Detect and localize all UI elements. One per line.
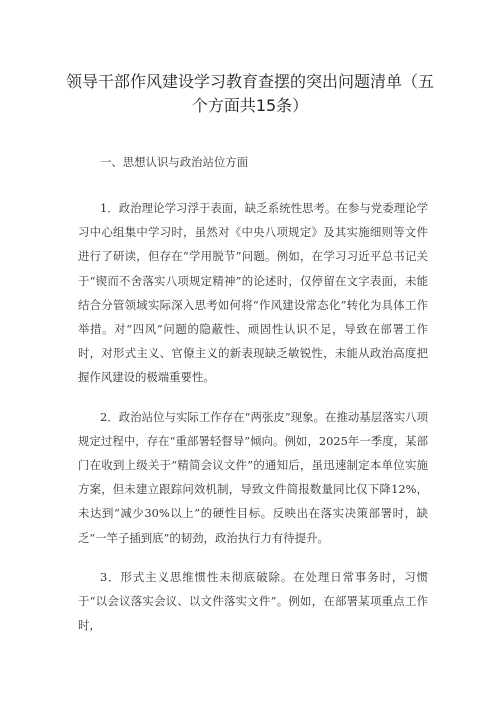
paragraph-3: 3．形式主义思维惯性未彻底破除。在处理日常事务时，习惯于“以会议落实会议、以文件落实文件”。例如，在部署某项重点工作时， (78, 569, 428, 633)
document-body (78, 150, 428, 652)
document-title: 领导干部作风建设学习教育查摆的突出问题清单（五个方面共15条） (65, 72, 434, 115)
section-heading: 一、思想认识与政治站位方面 (100, 155, 249, 169)
paragraph-2: 2．政治站位与实际工作存在“两张皮”现象。在推动基层落实八项规定过程中，存在“重部署轻督导”倾向。例如，2025年一季度，某部门在收到上级关于“精简会议文件”的通知后，虽迅速制定本单位实施方案，但未建立跟踪问效机制，导致文件简报数量同比仅下降12%，未达到“减少30%以上”的硬性目标。反映出在落实决策部署时，缺乏“一竿子插到底”的韧劲，政治执行力有待提升。 (78, 409, 428, 545)
paragraph-1: 1．政治理论学习浮于表面，缺乏系统性思考。在参与党委理论学习中心组集中学习时，虽然对《中央八项规定》及其实施细则等文件进行了研读，但存在“学用脱节”问题。例如，在学习习近平总书记关于“锲而不舍落实八项规定精神”的论述时，仅停留在文字表面，未能结合分管领域实际深入思考如何将“作风建设常态化”转化为具体工作举措。对“四风”问题的隐蔽性、顽固性认识不足，导致在部署工作时，对形式主义、官僚主义的新表现缺乏敏锐性，未能从政治高度把握作风建设的极端重要性。 (78, 201, 428, 385)
